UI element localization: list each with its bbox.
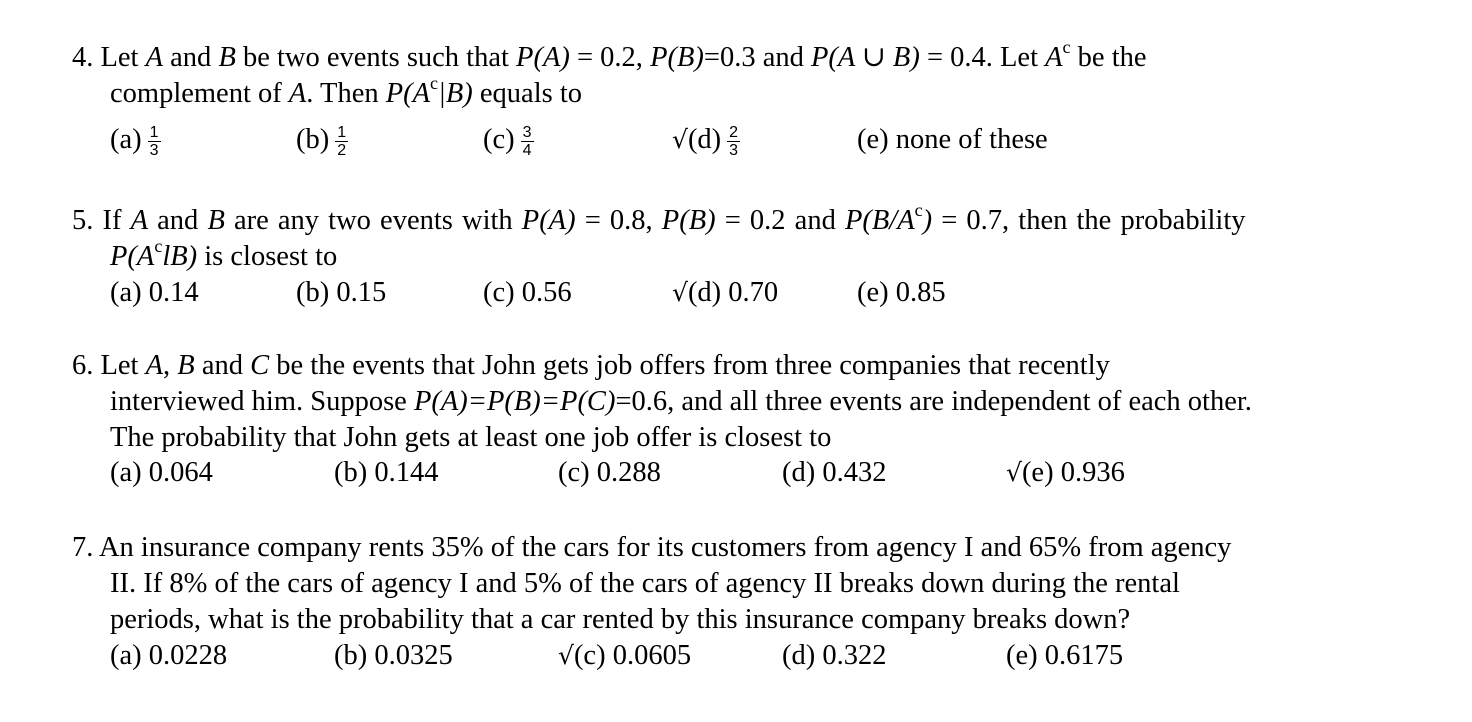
option-e-correct: √(e) 0.936	[1006, 457, 1125, 488]
option-b: (b) 0.15	[296, 277, 387, 308]
option-a: (a) 0.0228	[110, 640, 228, 671]
question-number: 4.	[72, 42, 94, 73]
question-7-line-3: periods, what is the probability that a car rented by this insurance company breaks down?	[110, 604, 1131, 635]
option-c: (c) 0.56	[483, 277, 572, 308]
option-b: (b) 0.144	[334, 457, 439, 488]
question-number: 7.	[72, 532, 94, 563]
option-d-correct: √(d) $\frac{2}{3}$	[672, 123, 739, 159]
checkmark-icon: √	[1006, 458, 1022, 487]
question-7-line-2: II. If 8% of the cars of agency I and 5% of the cars of agency II breaks down during the rental	[110, 568, 1180, 599]
fraction: $\frac{2}{3}$	[729, 123, 739, 159]
option-d: (d) 0.432	[782, 457, 887, 488]
option-e: (e) 0.85	[857, 277, 946, 308]
question-number: 6.	[72, 350, 94, 381]
question-6-line-2: interviewed him. Suppose P(A)=P(B)=P(C)=0.6, and all three events are independent of each other.	[110, 386, 1252, 417]
question-7-line-1: 7. An insurance company rents 35% of the cars for its customers from agency I and 65% from agency	[72, 532, 1232, 563]
question-4-line-1: 4. Let A and B be two events such that P(A) = 0.2, P(B)=0.3 and P(A ∪ B) = 0.4. Let $A^c$ be the	[72, 37, 1147, 73]
checkmark-icon: √	[672, 278, 688, 307]
question-5-line-1: 5. If A and B are any two events with P(A) = 0.8, P(B) = 0.2 and $P(B/A^c) = 0.7$, then the probability	[72, 200, 1246, 236]
checkmark-icon: √	[558, 641, 574, 670]
option-c: (c) 0.288	[558, 457, 661, 488]
option-c-correct: √(c) 0.0605	[558, 640, 692, 671]
option-d: (d) 0.322	[782, 640, 887, 671]
option-c: (c) $\frac{3}{4}$	[483, 123, 532, 159]
question-6-line-1: 6. Let A, B and C be the events that John gets job offers from three companies that recently	[72, 350, 1110, 381]
option-e: (e) 0.6175	[1006, 640, 1124, 671]
checkmark-icon: √	[672, 125, 688, 154]
option-a: (a) 0.14	[110, 277, 199, 308]
option-b: (b) 0.0325	[334, 640, 453, 671]
option-a: (a) $\frac{1}{3}$	[110, 123, 159, 159]
question-5-line-2: $P(A^clB)$ is closest to	[110, 236, 338, 272]
option-b: (b) $\frac{1}{2}$	[296, 123, 347, 159]
option-a: (a) 0.064	[110, 457, 213, 488]
question-number: 5.	[72, 205, 94, 236]
fraction: $\frac{3}{4}$	[522, 123, 532, 159]
fraction: $\frac{1}{3}$	[149, 123, 159, 159]
option-e: (e) none of these	[857, 124, 1048, 155]
option-d-correct: √(d) 0.70	[672, 277, 779, 308]
question-6-line-3: The probability that John gets at least one job offer is closest to	[110, 422, 832, 453]
question-4-line-2: complement of A. Then $P(A^c|B)$ equals to	[110, 73, 582, 109]
fraction: $\frac{1}{2}$	[337, 123, 347, 159]
